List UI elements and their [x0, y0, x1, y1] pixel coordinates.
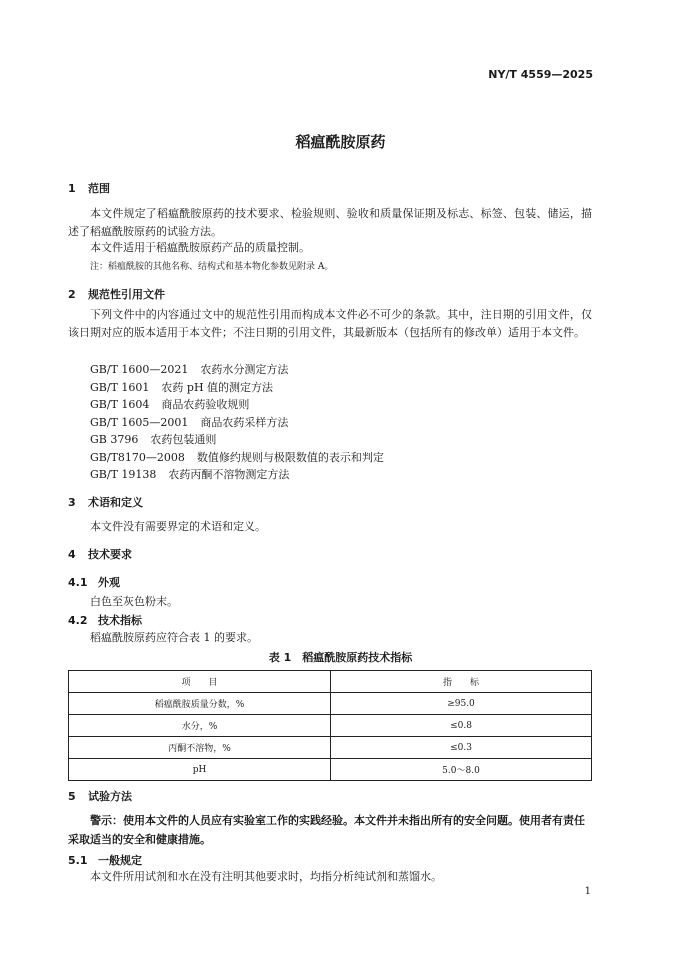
table-header-cell: 指 标 — [331, 671, 592, 693]
reference-code: GB/T 1605—2001 — [90, 416, 189, 429]
reference-title: 农药 pH 值的测定方法 — [161, 381, 274, 394]
subsection-5-1-heading — [68, 852, 142, 868]
reference-item — [90, 466, 289, 482]
section-2-heading — [68, 286, 165, 302]
subsection-title: 一般规定 — [98, 854, 142, 867]
section-4-heading — [68, 546, 132, 562]
appearance-text: 白色至灰色粉末。 — [90, 595, 178, 608]
section-5-heading — [68, 788, 132, 804]
reference-title: 商品农药验收规则 — [161, 398, 250, 411]
section-title: 技术要求 — [88, 548, 132, 561]
general-rules-text: 本文件所用试剂和水在没有注明其他要求时，均指分析纯试剂和蒸馏水。 — [90, 870, 442, 883]
table-cell: 丙酮不溶物，% — [69, 737, 331, 759]
reference-code: GB/T 1600—2021 — [90, 363, 189, 376]
subsection-4-2-heading — [68, 612, 142, 628]
scope-paragraph-2: 本文件适用于稻瘟酰胺原药产品的质量控制。 — [90, 241, 310, 254]
table-cell: ≤0.8 — [331, 715, 592, 737]
table-caption: 表 1 稻瘟酰胺原药技术指标 — [268, 651, 413, 664]
reference-title: 商品农药采样方法 — [200, 416, 289, 429]
table-header-row — [69, 671, 592, 693]
section-title: 术语和定义 — [88, 496, 143, 509]
terms-paragraph: 本文件没有需要界定的术语和定义。 — [90, 520, 266, 533]
section-1-heading — [68, 180, 110, 196]
spec-table — [68, 670, 592, 781]
standard-number: NY/T 4559—2025 — [488, 68, 593, 81]
normative-paragraph: 下列文件中的内容通过文中的规范性引用而构成本文件必不可少的条款。其中，注日期的引用文件，仅该日期对应的版本适用于本文件；不注日期的引用文件，其最新版本（包括所有的修改单）适用于本文件。 — [68, 308, 592, 339]
reference-item — [90, 414, 288, 430]
reference-title: 农药水分测定方法 — [200, 363, 289, 376]
reference-title: 农药丙酮不溶物测定方法 — [168, 468, 290, 481]
reference-title: 数值修约规则与极限数值的表示和判定 — [196, 451, 384, 464]
reference-item — [90, 379, 273, 395]
table-cell: ≥95.0 — [331, 693, 592, 715]
reference-item — [90, 361, 288, 377]
scope-paragraph-1: 本文件规定了稻瘟酰胺原药的技术要求、检验规则、验收和质量保证期及标志、标签、包装、储运，描述了稻瘟酰胺原药的试验方法。 — [68, 207, 592, 238]
reference-code: GB 3796 — [90, 433, 139, 446]
subsection-number: 4.2 — [68, 614, 88, 627]
tech-index-text: 稻瘟酰胺原药应符合表 1 的要求。 — [90, 631, 258, 644]
section-number: 1 — [68, 182, 76, 195]
reference-code: GB/T 1601 — [90, 381, 150, 394]
table-row — [69, 715, 592, 737]
subsection-number: 5.1 — [68, 854, 88, 867]
document-title: 稻瘟酰胺原药 — [295, 133, 386, 151]
subsection-4-1-heading — [68, 574, 120, 590]
table-row — [69, 737, 592, 759]
section-number: 5 — [68, 790, 76, 803]
reference-code: GB/T8170—2008 — [90, 451, 185, 464]
table-row — [69, 759, 592, 781]
section-number: 2 — [68, 288, 76, 301]
table-cell: pH — [69, 759, 331, 781]
reference-code: GB/T 1604 — [90, 398, 150, 411]
reference-title: 农药包装通则 — [150, 433, 217, 446]
table-cell: ≤0.3 — [331, 737, 592, 759]
reference-item — [90, 396, 249, 412]
table-cell: 5.0～8.0 — [331, 759, 592, 781]
subsection-title: 技术指标 — [98, 614, 142, 627]
subsection-number: 4.1 — [68, 576, 88, 589]
section-title: 试验方法 — [88, 790, 132, 803]
section-title: 范围 — [88, 182, 110, 195]
safety-warning: 警示：使用本文件的人员应有实验室工作的实践经验。本文件并未指出所有的安全问题。使用者有责任采取适当的安全和健康措施。 — [68, 814, 585, 846]
section-3-heading — [68, 494, 143, 510]
table-header-cell: 项 目 — [69, 671, 331, 693]
reference-code: GB/T 19138 — [90, 468, 157, 481]
scope-note: 注：稻瘟酰胺的其他名称、结构式和基本物化参数见附录 A。 — [90, 262, 334, 272]
section-number: 4 — [68, 548, 76, 561]
table-cell: 稻瘟酰胺质量分数，% — [69, 693, 331, 715]
section-title: 规范性引用文件 — [88, 288, 165, 301]
subsection-title: 外观 — [98, 576, 120, 589]
section-number: 3 — [68, 496, 76, 509]
page-number: 1 — [584, 886, 591, 897]
reference-item — [90, 449, 384, 465]
reference-item — [90, 431, 216, 447]
table-row — [69, 693, 592, 715]
table-cell: 水分，% — [69, 715, 331, 737]
